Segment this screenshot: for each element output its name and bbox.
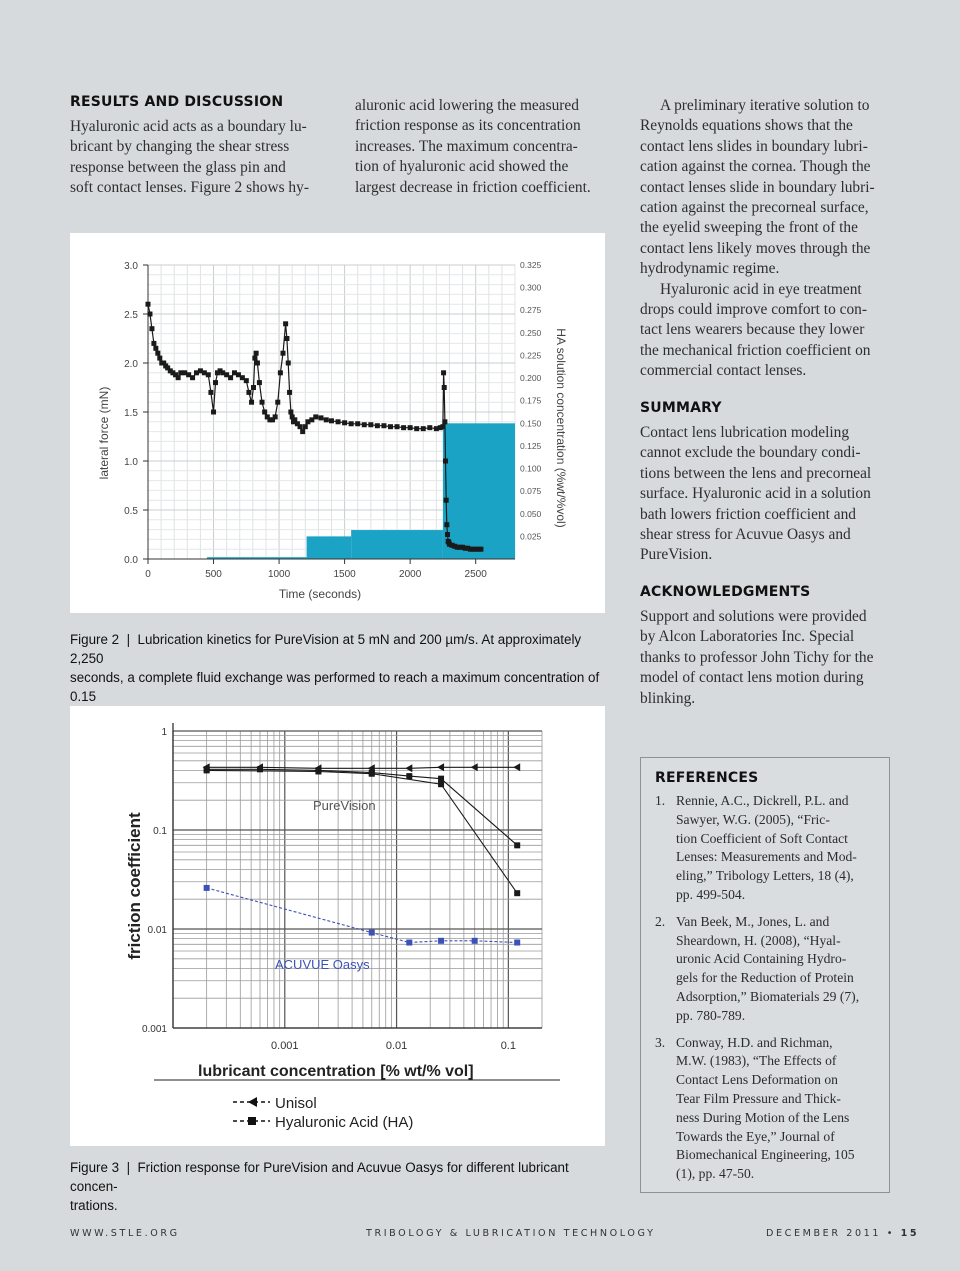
reference-line: Van Beek, M., Jones, L. and: [676, 913, 830, 929]
force-data-point: [300, 429, 305, 434]
force-data-point: [252, 356, 257, 361]
force-data-point: [414, 426, 419, 431]
text-line: PureVision.: [640, 546, 713, 564]
footer-issue: [766, 1228, 919, 1239]
figure-3-chart: [70, 706, 605, 1146]
y2-tick-label: 0.150: [520, 418, 542, 429]
references-list: [655, 792, 875, 1192]
text-line: tions between the lens and precorneal: [640, 464, 872, 482]
x-tick-label: 2500: [464, 569, 487, 580]
force-data-point: [286, 361, 291, 366]
text-line: cation against the precorneal surface,: [640, 199, 869, 217]
y2-tick-label: 0.075: [520, 486, 542, 497]
text-line: the mechanical friction coefficient on: [640, 341, 871, 359]
ha-data-point: [204, 885, 210, 891]
figure-3-caption: [70, 1158, 610, 1215]
force-series: [146, 302, 484, 552]
text-line: Contact lens lubrication modeling: [640, 424, 850, 441]
y-tick-label: 0.01: [147, 925, 167, 936]
y-tick-label: 3.0: [124, 261, 138, 272]
ha-data-point: [406, 940, 412, 946]
text-line: cation against the cornea. Though the: [640, 158, 871, 176]
caption-text: Lubrication kinetics for PureVision at 5 mN and 200 µm/s. At approximately 2,250: [70, 632, 582, 666]
discussion-paragraph-1: [640, 96, 889, 382]
text-line: thanks to professor John Tichy for the: [640, 648, 874, 666]
force-data-point: [381, 423, 386, 428]
x-axis-label: lubricant concentration [% wt/% vol]: [198, 1063, 474, 1080]
y-tick-label: 0.0: [124, 555, 138, 566]
reference-line: Sawyer, W.G. (2005), “Fric-: [676, 811, 830, 827]
force-data-point: [213, 380, 218, 385]
y-axis-label: lateral force (mN): [97, 386, 111, 480]
force-data-point: [260, 400, 265, 405]
references-box: [640, 757, 890, 1193]
force-data-point: [153, 346, 158, 351]
force-data-point: [206, 372, 211, 377]
x-tick-label: 500: [205, 569, 222, 580]
force-data-point: [349, 421, 354, 426]
force-data-point: [283, 321, 288, 326]
force-data-point: [246, 390, 251, 395]
page-number: 15: [900, 1228, 920, 1239]
y-axis-label: friction coefficient: [125, 812, 144, 960]
reference-line: ness During Motion of the Lens: [676, 1109, 850, 1125]
figure-3-panel: [70, 706, 605, 1146]
force-data-point: [157, 356, 162, 361]
force-data-point: [319, 415, 324, 420]
figure-label: Figure 2: [70, 632, 120, 647]
y-tick-label: 1.0: [124, 457, 138, 468]
ha-data-point: [472, 938, 478, 944]
legend: [233, 1095, 413, 1131]
reference-number: 1.: [655, 793, 666, 808]
text-line: the eyelid sweeping the front of the: [640, 219, 858, 237]
text-line: increases. The maximum concentra-: [355, 137, 578, 155]
chart-gridlines: [173, 731, 542, 1028]
reference-line: Adsorption,” Biomaterials 29 (7),: [676, 988, 860, 1004]
force-data-point: [278, 370, 283, 375]
force-data-point: [249, 400, 254, 405]
force-data-point: [284, 336, 289, 341]
reference-item: [655, 913, 875, 1026]
text-line: contact lenses slide in boundary lubri-: [640, 178, 875, 196]
force-data-point: [395, 424, 400, 429]
text-line: Reynolds equations shows that the: [640, 117, 853, 135]
concentration-bar: [307, 536, 352, 559]
force-data-point: [146, 302, 151, 307]
ha-data-point: [406, 773, 412, 779]
reference-line: Lenses: Measurements and Mod-: [676, 849, 857, 865]
reference-line: Conway, H.D. and Richman,: [676, 1034, 833, 1050]
force-data-point: [368, 422, 373, 427]
reference-line: Tear Film Pressure and Thick-: [676, 1090, 841, 1106]
text-line: blinking.: [640, 689, 696, 707]
series-line: [207, 770, 518, 893]
text-line: model of contact lens motion during: [640, 669, 864, 687]
reference-line: M.W. (1983), “The Effects of: [676, 1053, 837, 1069]
y2-tick-label: 0.250: [520, 327, 542, 338]
text-line: friction response as its concentration: [355, 117, 581, 135]
y-tick-label: 1.5: [124, 408, 138, 419]
force-data-point: [388, 424, 393, 429]
caption-line: Figure 3 | Friction response for PureVision and Acuvue Oasys for different lubricant concen-: [70, 1160, 569, 1194]
text-line: contact lens slides in boundary lubri-: [640, 137, 868, 155]
text-line: A preliminary iterative solution to: [660, 97, 870, 114]
series-line: [207, 888, 518, 943]
text-line: drops could improve comfort to con-: [640, 301, 867, 319]
force-data-point: [208, 390, 213, 395]
force-data-point: [147, 312, 152, 317]
ha-data-point: [514, 940, 520, 946]
y-tick-label: 0.001: [141, 1024, 167, 1035]
text-line: soft contact lenses. Figure 2 shows hy-: [70, 179, 309, 197]
force-data-point: [444, 498, 449, 503]
reference-item: [655, 792, 875, 905]
reference-line: Contact Lens Deformation on: [676, 1072, 838, 1088]
y2-tick-label: 0.200: [520, 373, 542, 384]
results-paragraph-continued: [355, 96, 604, 198]
figure-2-chart: [70, 233, 605, 613]
legend-unisol-marker: [248, 1097, 257, 1107]
caption-line: Figure 2 | Lubrication kinetics for PureVision at 5 mN and 200 µm/s. At approximately 2,250: [70, 632, 582, 666]
text-line: bath lowers friction coefficient and: [640, 505, 856, 523]
ha-data-point: [438, 781, 444, 787]
force-data-point: [324, 417, 329, 422]
force-data-point: [445, 532, 450, 537]
force-data-point: [375, 423, 380, 428]
force-data-point: [273, 414, 278, 419]
footer-website: WWW.STLE.ORG: [70, 1228, 180, 1239]
force-data-point: [336, 419, 341, 424]
concentration-bar: [443, 423, 515, 559]
reference-item: [655, 1034, 875, 1184]
force-data-point: [298, 424, 303, 429]
force-data-point: [211, 410, 216, 415]
reference-line: pp. 499-504.: [676, 886, 746, 902]
reference-line: Rennie, A.C., Dickrell, P.L. and: [676, 793, 849, 808]
force-data-point: [444, 522, 449, 527]
force-data-point: [443, 459, 448, 464]
force-data-point: [262, 410, 267, 415]
text-line: Support and solutions were provided: [640, 608, 867, 625]
y-tick-label: 1: [161, 727, 167, 738]
text-line: commercial contact lenses.: [640, 362, 807, 380]
reference-number: 3.: [655, 1034, 666, 1050]
force-data-point: [176, 375, 181, 380]
force-data-point: [478, 547, 483, 552]
friction-series: [203, 763, 521, 945]
force-data-point: [362, 422, 367, 427]
results-heading: RESULTS AND DISCUSSION: [70, 94, 284, 110]
reference-line: Towards the Eye,” Journal of: [676, 1128, 835, 1144]
concentration-bar: [351, 530, 443, 559]
force-data-point: [287, 390, 292, 395]
force-data-point: [313, 414, 318, 419]
x-tick-label: 0: [145, 569, 151, 580]
force-data-point: [342, 420, 347, 425]
summary-heading: SUMMARY: [640, 400, 722, 416]
text-line: aluronic acid lowering the measured: [355, 97, 579, 114]
force-data-point: [442, 419, 447, 424]
reference-number: 2.: [655, 913, 666, 929]
footer-date: DECEMBER 2011: [766, 1228, 882, 1239]
ha-data-point: [438, 776, 444, 782]
y-tick-label: 2.0: [124, 359, 138, 370]
text-line: bricant by changing the shear stress: [70, 138, 290, 156]
tick-labels: [142, 727, 516, 1052]
force-data-point: [255, 361, 260, 366]
text-line: shear stress for Acuvue Oasys and: [640, 526, 851, 544]
force-data-point: [288, 410, 293, 415]
acknowledgments-heading: ACKNOWLEDGMENTS: [640, 584, 811, 600]
force-data-point: [228, 375, 233, 380]
ha-data-point: [514, 842, 520, 848]
force-data-point: [155, 351, 160, 356]
y-tick-label: 0.5: [124, 506, 138, 517]
x-tick-label: 0.01: [385, 1040, 408, 1052]
y2-tick-label: 0.100: [520, 463, 542, 474]
force-data-point: [254, 351, 259, 356]
y2-tick-label: 0.325: [520, 260, 542, 270]
reference-line: uronic Acid Containing Hydro-: [676, 951, 847, 967]
y-tick-label: 2.5: [124, 310, 138, 321]
force-data-point: [244, 378, 249, 383]
y2-tick-label: 0.025: [520, 531, 542, 542]
reference-line: eling,” Tribology Letters, 18 (4),: [676, 868, 854, 884]
x-tick-label: 0.1: [500, 1040, 516, 1052]
footer-bullet: •: [886, 1228, 895, 1239]
ha-data-point: [204, 767, 210, 773]
x-tick-label: 1000: [267, 569, 291, 580]
caption-text: Friction response for PureVision and Acuvue Oasys for different lubricant concen-: [70, 1160, 569, 1194]
y2-axis-label: HA solution concentration (%wt/%vol): [554, 328, 568, 528]
y2-tick-label: 0.125: [520, 440, 542, 451]
ha-data-point: [369, 930, 375, 936]
text-line: by Alcon Laboratories Inc. Special: [640, 628, 855, 646]
force-data-point: [421, 426, 426, 431]
legend-ha-label: Hyaluronic Acid (HA): [275, 1114, 414, 1131]
ha-data-point: [315, 768, 321, 774]
force-data-point: [275, 400, 280, 405]
caption-line: trations.: [70, 1198, 118, 1213]
reference-line: pp. 780-789.: [676, 1007, 746, 1023]
y2-tick-label: 0.225: [520, 350, 542, 361]
figure-label: Figure 3: [70, 1160, 120, 1175]
reference-line: Biomechanical Engineering, 105: [676, 1147, 855, 1163]
text-line: Hyaluronic acid acts as a boundary lu-: [70, 118, 307, 135]
legend-unisol-label: Unisol: [275, 1095, 317, 1112]
annotation-purevision: PureVision: [313, 798, 376, 813]
force-data-point: [149, 326, 154, 331]
x-tick-label: 1500: [333, 569, 356, 580]
force-data-point: [281, 351, 286, 356]
force-data-point: [151, 341, 156, 346]
text-line: tion of hyaluronic acid showed the: [355, 158, 569, 176]
text-line: hydrodynamic regime.: [640, 260, 780, 278]
force-data-point: [408, 425, 413, 430]
y-tick-label: 0.1: [153, 826, 167, 837]
text-line: cannot exclude the boundary condi-: [640, 444, 861, 462]
text-line: surface. Hyaluronic acid in a solution: [640, 485, 871, 503]
x-tick-label: 2000: [399, 569, 422, 580]
y2-tick-label: 0.275: [520, 305, 542, 316]
x-tick-label: 0.001: [271, 1040, 299, 1052]
y2-tick-label: 0.300: [520, 282, 542, 293]
text-line: contact lens likely moves through the: [640, 239, 871, 257]
series-line: [207, 767, 518, 768]
results-paragraph: [70, 117, 320, 199]
reference-line: (1), pp. 47-50.: [676, 1166, 755, 1182]
reference-line: gels for the Reduction of Protein: [676, 970, 854, 986]
text-line: response between the glass pin and: [70, 158, 286, 176]
y2-tick-label: 0.050: [520, 508, 542, 519]
annotation-acuvue: ACUVUE Oasys: [275, 957, 370, 972]
force-data-point: [355, 421, 360, 426]
footer-publication: TRIBOLOGY & LUBRICATION TECHNOLOGY: [366, 1228, 656, 1239]
force-data-point: [257, 380, 262, 385]
figure-2-panel: [70, 233, 605, 613]
force-data-point: [401, 425, 406, 430]
force-data-point: [441, 370, 446, 375]
unisol-data-point: [405, 764, 412, 772]
ha-data-point: [438, 938, 444, 944]
legend-ha-marker: [248, 1117, 256, 1125]
force-data-point: [251, 385, 256, 390]
force-data-point: [442, 385, 447, 390]
text-line: Hyaluronic acid in eye treatment: [660, 280, 862, 298]
force-data-point: [190, 375, 195, 380]
references-heading: REFERENCES: [655, 770, 759, 786]
x-axis-label: Time (seconds): [278, 587, 362, 601]
force-data-point: [427, 425, 432, 430]
reference-line: tion Coefficient of Soft Contact: [676, 830, 848, 846]
ha-data-point: [369, 771, 375, 777]
y2-tick-label: 0.175: [520, 395, 542, 406]
caption-line: seconds, a complete fluid exchange was performed to reach a maximum concentration of 0.15: [70, 670, 600, 704]
force-data-point: [440, 424, 445, 429]
force-data-point: [303, 424, 308, 429]
text-line: tact lens wearers because they lower: [640, 321, 865, 339]
ha-data-point: [514, 890, 520, 896]
summary-paragraph: [640, 423, 889, 566]
acknowledgments-paragraph: [640, 607, 889, 709]
reference-line: Sheardown, H. (2008), “Hyal-: [676, 932, 841, 948]
force-data-point: [329, 418, 334, 423]
text-line: largest decrease in friction coefficient.: [355, 178, 591, 196]
